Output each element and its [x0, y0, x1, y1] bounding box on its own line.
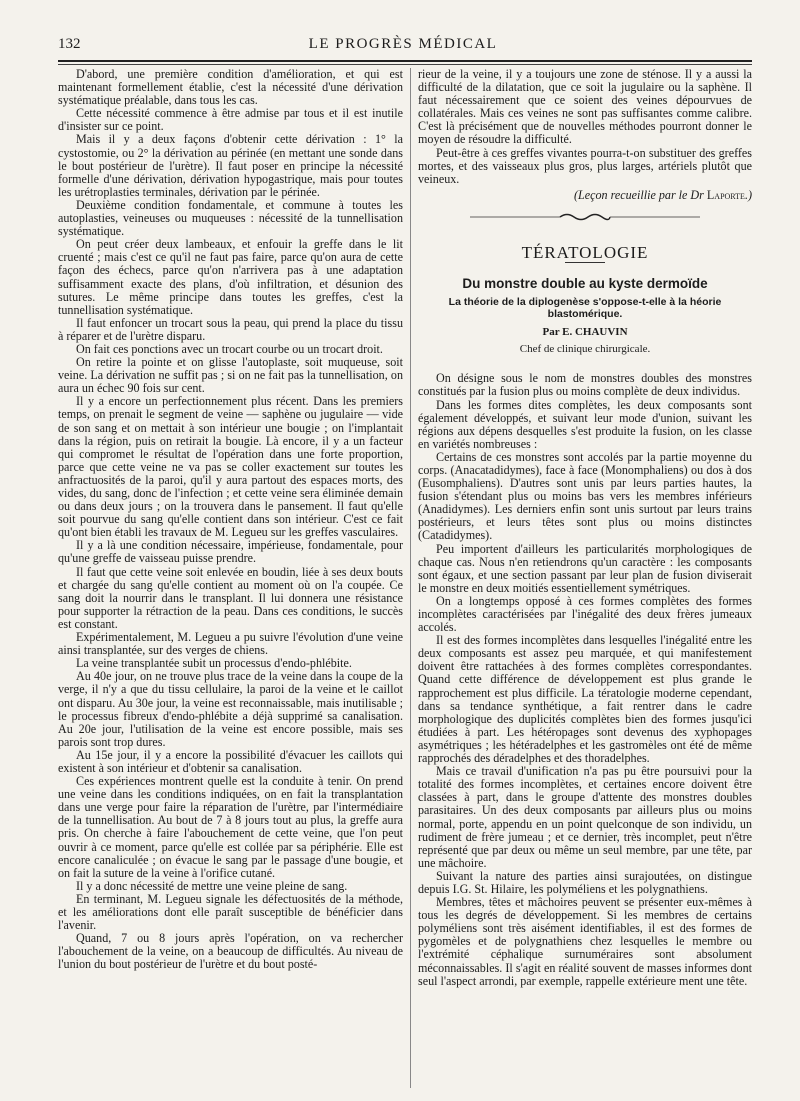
section-title-rule [565, 262, 605, 263]
article-title: Du monstre double au kyste dermoïde [462, 276, 708, 292]
page-header [58, 36, 748, 56]
paragraph: On désigne sous le nom de monstres doubles des monstres constitués par la fusion plus ou moins complète de deux individus. [418, 371, 752, 399]
paragraph: Suivant la nature des parties ainsi surajoutées, on distingue depuis I.G. St. Hilaire, les polyméliens et les polygnathiens. [418, 868, 752, 896]
header-rule-thin [58, 64, 752, 65]
paragraph: Il faut que cette veine soit enlevée en boudin, liée à ses deux bouts et chargée du sang qu'elle contient au moment où on l'a coupée. Ce sang doit la nourrir dans le transplant. Il lui donnera une résistance pour supporter la rétraction de la peau. Dans ces conditions, le succès est constant. [58, 564, 403, 631]
paragraph: On retire la pointe et on glisse l'autoplaste, soit muqueuse, soit veine. La dérivation ne suffit pas ; si on ne fait pas la tunnellisation, on aura un échec 90 fois sur cent. [58, 355, 403, 396]
paragraph: Membres, têtes et mâchoires peuvent se présenter eux-mêmes à tous les degrés de développement. Si les membres de certains polyméliens sont très aisément identifiables, il est des formes de pygomèles et de polygnathiens chez lesquelles le membre ou l'extrémité céphalique surnuméraires sont absolument méconnaissables. Il s'agit en réalité souvent de masses informes dont seul l'aspect arrondi, par exemple, rappelle extérieure ment une tête. [418, 895, 752, 988]
credit-suffix: .) [744, 187, 752, 202]
paragraph: Cette nécessité commence à être admise par tous et il est inutile d'insister sur ce point. [58, 106, 403, 134]
paragraph: La veine transplantée subit un processus d'endo-phlébite. [76, 656, 352, 671]
paragraph: Quand, 7 ou 8 jours après l'opération, on va rechercher l'abouchement de la veine, on a beaucoup de difficultés. Au niveau de l'union du bout postérieur de l'urètre et du bout posté- [58, 931, 403, 972]
paragraph: Mais il y a deux façons d'obtenir cette dérivation : 1° la cystostomie, ou 2° la dérivation au périnée (en mettant une sonde dans le bout postérieur de l'urètre). Il faut poser en principe la nécessité formelle d'une dérivation, dérivation hypogastrique, mais pour toutes les urétroplasties terminales, dérivation par le périnée. [58, 132, 403, 199]
paragraph: On peut créer deux lambeaux, et enfouir la greffe dans le lit cruenté ; mais c'est ce qu'il ne faut pas faire, parce qu'on aura de cette façon des échecs, parce qu'on n'arrivera pas à une adaptation suffisamment exacte des plans, d'où infiltration, et désunion des sutures. Le même principe dans toutes les greffes, c'est la tunnellisation systématique. [58, 237, 403, 317]
paragraph: Dans les formes dites complètes, les deux composants sont également développés, et suivant leur mode d'union, suivant les régions aux dépens desquelles s'est produite la fusion, on les classe en variétés nombreuses : [418, 397, 752, 451]
author-affiliation: Chef de clinique chirurgicale. [519, 343, 651, 356]
page-number: 132 [58, 36, 81, 52]
paragraph: Il faut enfoncer un trocart sous la peau, qui prend la place du tissu à réparer et de l'urètre disparu. [58, 315, 403, 343]
paragraph: En terminant, M. Legueu signale les défectuosités de la méthode, et les améliorations dont elle paraît susceptible de bénéficier dans l'avenir. [58, 891, 403, 933]
left-column [58, 68, 403, 1083]
section-ornament [418, 210, 752, 228]
paragraph: Mais ce travail d'unification n'a pas pu être poursuivi pour la totalité des formes incomplètes, et certaines encore doivent être classées à part, dans le groupe d'attente des monstres doubles parasitaires. Un des deux composants par ailleurs plus ou moins normal, porte, appendu en un point quelconque de son individu, un rudiment de frère jumeau ; et ce dernier, très incomplet, peut n'être représenté que par deux ou même un seul membre, par une tête, par une mâchoire. [418, 764, 752, 870]
paragraph: Peu importent d'ailleurs les particularités morphologiques de chaque cas. Nous n'en retiendrons qu'un caractère : les composants sont égaux, et une section passant par leur plan de fusion diviserait le monstre en deux moitiés essentiellement symétriques. [418, 541, 752, 595]
paragraph: Expérimentalement, M. Legueu a pu suivre l'évolution d'une veine ainsi transplantée, sur des verges de chiens. [58, 630, 403, 658]
lecture-credit [418, 189, 752, 202]
paragraph: Au 40e jour, on ne trouve plus trace de la veine dans la coupe de la verge, il n'y a que du tissu cellulaire, la paroi de la veine et le caillot ont disparu. Au 30e jour, la veine est reconnaissable, mais inutilisable ; le processus fibreux d'endo-phlébite a déjà supprimé sa canalisation. Au 20e jour, l'utilisation de la veine est encore possible, mais ses parois sont trop dures. [58, 669, 403, 749]
running-head: LE PROGRÈS MÉDICAL [308, 36, 498, 52]
byline: Par E. CHAUVIN [542, 326, 628, 339]
paragraph: Il y a encore un perfectionnement plus récent. Dans les premiers temps, on prenait le segment de veine — saphène ou jugulaire — vide de son sang et on mettait à son intérieur une bougie ; on l'implantait dans la région, puis on retirait la bougie. Là encore, il y a un facteur qui compromet le résultat de l'opération dans une forte proportion, parce que cette veine ne va pas se coller exactement sur toutes les anfractuosités de la paroi, qu'il y aura partout des espaces morts, des vides, du sang, donc de l'infection ; et cette veine sera éliminée demain ou dans deux jours ; on la trouvera dans le pansement. Il faut qu'elle soit pourvue du sang qu'elle contient dans son intérieur. C'est ce fait qu'ont bien établi les travaux de M. Legueu sur les greffes vasculaires. [58, 394, 403, 540]
paragraph: Il est des formes incomplètes dans lesquelles l'inégalité entre les deux composants est assez peu marquée, et qui manifestement doivent être rattachées à des formes complètes correspondantes. Quand cette différence de développement est plus grande le rapprochement est plus difficile. La tératologie moderne cependant, dans sa tendance synthétique, a fait rentrer dans le cadre morphologique des duplicités complètes bien des formes jusqu'ici étudiées à part. Les hétéropages sont devenus des xyphopages asymétriques ; les hétéradelphes et les gastromèles ont été de même rapprochés des déradelphes et des thoradelphes. [418, 633, 752, 766]
section-title: TÉRATOLOGIE [521, 242, 649, 262]
header-rule [58, 60, 752, 62]
paragraph: Peut-être à ces greffes vivantes pourra-t-on substituer des greffes mortes, et des vaisseaux plus gros, plus larges, artériels plutôt que veineux. [418, 145, 752, 186]
paragraph: Il y a là une condition nécessaire, impérieuse, fondamentale, pour qu'une greffe de vaisseau puisse prendre. [58, 538, 403, 566]
paragraph: rieur de la veine, il y a toujours une zone de sténose. Il y a aussi la difficulté de la dilatation, que ce soit la jugulaire ou la saphène. Il faut nécessairement que ce soient des veines dépourvues de collatérales. Mais ces veines ne sont pas suffisantes comme calibre. C'est là précisément que de nouvelles méthodes pourront donner le moyen de résoudre la difficulté. [418, 68, 752, 147]
paragraph: On a longtemps opposé à ces formes complètes des formes incomplètes caractérisées par l'inégalité des deux frères jumeaux accolés. [418, 593, 752, 635]
paragraph: Au 15e jour, il y a encore la possibilité d'évacuer les caillots qui existent à son intérieur et d'obtenir sa canalisation. [58, 747, 403, 775]
column-divider [410, 68, 411, 1088]
paragraph: Deuxième condition fondamentale, et commune à toutes les autoplasties, veineuses ou muqueuses : nécessité de la tunnellisation systématique. [58, 197, 403, 239]
paragraph: Il y a donc nécessité de mettre une veine pleine de sang. [76, 878, 348, 893]
right-column [418, 68, 752, 1083]
credit-name: Laporte [706, 187, 745, 202]
credit-prefix: (Leçon recueillie par le Dr [574, 187, 704, 202]
paragraph: Certains de ces monstres sont accolés par la partie moyenne du corps. (Anacatadidymes), face à face (Monomphaliens) ou dos à dos (Eusomphaliens). D'autres sont unis par leurs parties hautes, la fusion s'étendant plus ou moins bas vers les membres inférieurs (Anadidymes). Les derniers enfin sont unis surtout par leurs trains postérieurs, et leurs têtes sont plus ou moins distinctes (Catadidymes). [418, 449, 752, 543]
article-subtitle: La théorie de la diplogenèse s'oppose-t-elle à la héorie blastomérique. [448, 296, 722, 321]
paragraph: Ces expériences montrent quelle est la conduite à tenir. On prend une veine dans les conditions indiquées, on en fait la transplantation dans une verge pour faire la réparation de l'urètre, par l'intermédiaire de la tunnellisation. Au bout de 7 à 8 jours tout au plus, la greffe aura pris. On cherche à faire l'abouchement de cette veine, que l'on peut ouvrir à ce moment, parce qu'elle est collée par sa périphérie. Elle est encore canaliculée ; on évacue le sang par le passage d'une bougie, et on fait la suture de la veine à l'orifice cutané. [58, 774, 403, 880]
paragraph: D'abord, une première condition d'amélioration, et qui est maintenant formellement établie, c'est la nécessité d'une dérivation systématique préalable, dans tous les cas. [58, 68, 403, 108]
paragraph: On fait ces ponctions avec un trocart courbe ou un trocart droit. [76, 341, 383, 356]
